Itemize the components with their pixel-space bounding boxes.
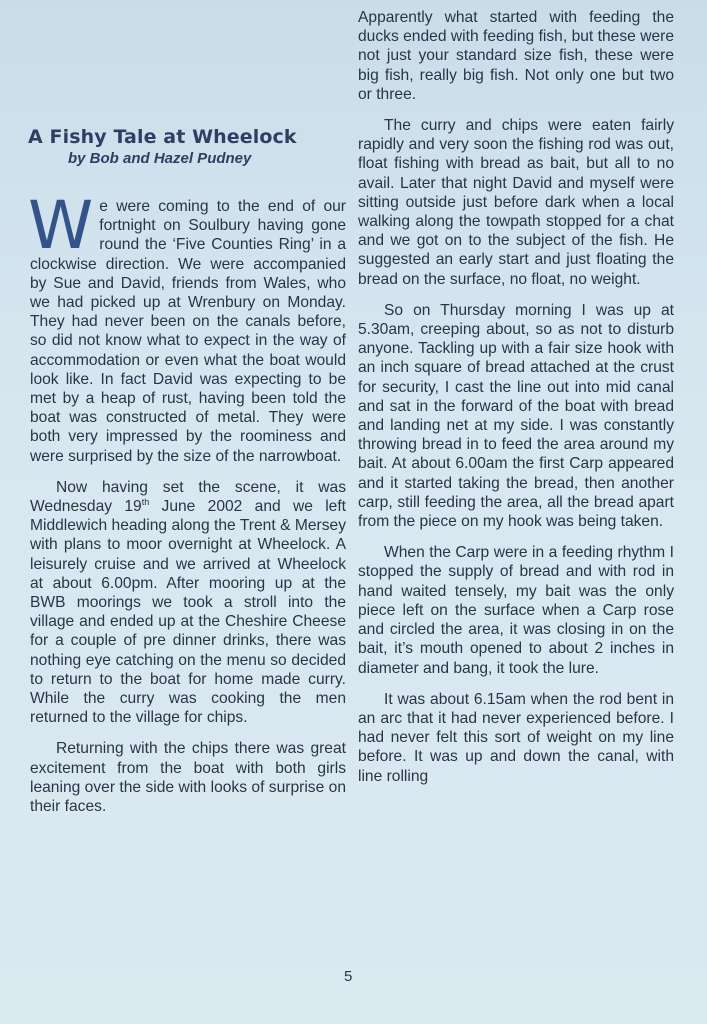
ordinal-suffix: th — [141, 496, 150, 507]
paragraph-1 — [28, 187, 346, 466]
right-column — [358, 8, 674, 798]
page-number: 5 — [344, 968, 353, 985]
paragraph-4: Apparently what started with feeding the ducks ended with feeding fish, but these were not just your standard size fish, these were big fish, really big fish. Not only one but two or three. — [358, 9, 674, 103]
drop-cap: W — [28, 187, 94, 264]
paragraph-3: Returning with the chips there was great excitement from the boat with both girls leaning over the side with looks of surprise on their faces. — [30, 740, 346, 816]
paragraph-2-text-b: June 2002 and we left Middlewich heading along the Trent & Mersey with plans to moor overnight at Wheelock. A leisurely cruise and we arrived at Wheelock at about 6.00pm. After mooring up at the BWB moorings we took a stroll into the village and ended up at the Cheshire Cheese for a couple of pre dinner drinks, there was nothing eye catching on the menu so decided to return to the boat for home made curry. While the curry was cooking the men returned to the village for chips. — [30, 498, 346, 727]
paragraph-5: The curry and chips were eaten fairly rapidly and very soon the fishing rod was out, float fishing with bread as bait, but all to no avail. Later that night David and myself were sitting outside just before dark when a local walking along the towpath stopped for a chat and we got on to the subject of the fish. He suggested an early start and just floating the bread on the surface, no float, no weight. — [358, 117, 674, 288]
left-column — [30, 120, 346, 828]
paragraph-6: So on Thursday morning I was up at 5.30am, creeping about, so as not to disturb anyone. Tackling up with a fair size hook with an inch square of bread attached at the crust for security, I cast the line out into mid canal and sat in the forward of the boat with bread and landing net at my side. I was constantly throwing bread in to feed the area around my bait. At about 6.00am the first Carp appeared and it started taking the bread, then another carp, still feeding the area, all the bread apart from the piece on my hook was being taken. — [358, 301, 674, 531]
paragraph-7: When the Carp were in a feeding rhythm I stopped the supply of bread and with rod in hand waited tensely, my bait was the only piece left on the surface when a Carp rose and circled the area, it was closing in on the bait, it’s mouth opened to about 2 inches in diameter and bang, it took the lure. — [358, 544, 674, 677]
paragraph-2-text-a: Now having set the scene, it was Wednesday 19 — [30, 478, 346, 516]
paragraph-1-text: e were coming to the end of our fortnight on Soulbury having gone round the ‘Five Counties Ring’ in a clockwise direction. We were accompanied by Sue and David, friends from Wales, who we had picked up at Wrenbury on Monday. They had never been on the canals before, so did not know what to expect in the way of accommodation or even what the boat would look like. In fact David was expecting to be met by a heap of rust, having been told the boat was constructed of metal. They were both very impressed by the roominess and were surprised by the size of the narrowboat. — [30, 198, 346, 465]
paragraph-2 — [30, 478, 346, 728]
article-byline: by Bob and Hazel Pudney — [68, 150, 252, 167]
article-title: A Fishy Tale at Wheelock — [28, 126, 297, 148]
paragraph-8: It was about 6.15am when the rod bent in an arc that it had never experienced before. I had never felt this sort of weight on my line before. It was up and down the canal, with line rolling — [358, 690, 674, 785]
